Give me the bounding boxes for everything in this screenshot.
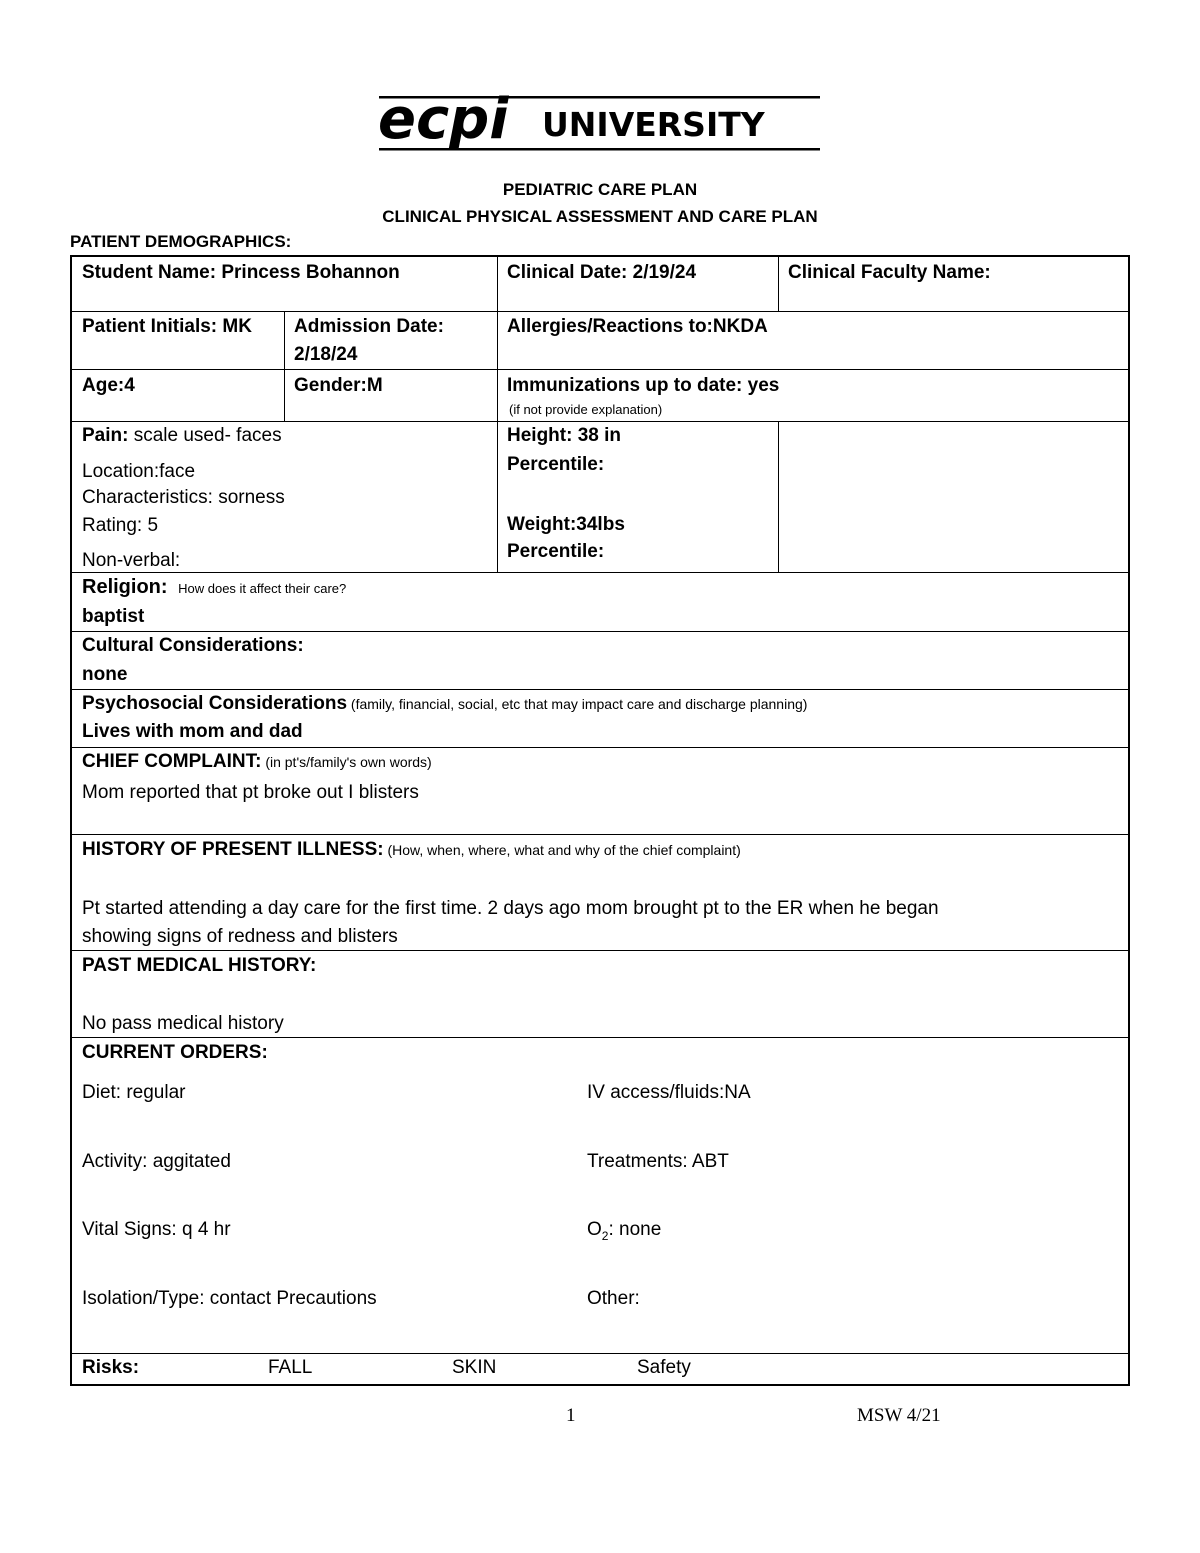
pmh-value: No pass medical history <box>82 1013 284 1034</box>
ecpi-university-logo <box>376 86 824 158</box>
hpi-text-line-1: Pt started attending a day care for the first time. 2 days ago mom brought pt to the ER when he began <box>82 898 939 919</box>
order-vital-signs: Vital Signs: q 4 hr <box>82 1219 231 1240</box>
hpi-line <box>82 837 741 863</box>
chief-complaint-note: (in pt's/family's own words) <box>261 754 432 770</box>
pmh-label: PAST MEDICAL HISTORY: <box>82 955 317 976</box>
religion-line <box>82 574 346 602</box>
pain-label: Pain: <box>82 425 129 446</box>
cultural-label: Cultural Considerations: <box>82 635 304 656</box>
age: Age:4 <box>82 375 135 396</box>
allergies: Allergies/Reactions to:NKDA <box>507 316 768 337</box>
order-oxygen <box>587 1217 661 1249</box>
risk-safety: Safety <box>637 1357 691 1378</box>
pain-rating: Rating: 5 <box>82 515 159 536</box>
order-diet: Diet: regular <box>82 1082 186 1103</box>
clinical-faculty-name: Clinical Faculty Name: <box>788 262 991 283</box>
gender: Gender:M <box>294 375 383 396</box>
height-percentile: Percentile: <box>507 454 605 475</box>
hpi-note: (How, when, where, what and why of the chief complaint) <box>383 842 741 858</box>
psychosocial-label: Psychosocial Considerations <box>82 693 348 714</box>
pain-scale: scale used- faces <box>128 425 282 446</box>
hpi-label: HISTORY OF PRESENT ILLNESS: <box>82 839 384 860</box>
page-number: 1 <box>566 1405 576 1426</box>
risks-label: Risks: <box>82 1357 140 1378</box>
height: Height: 38 in <box>507 425 622 446</box>
hpi-text-line-2: showing signs of redness and blisters <box>82 926 398 947</box>
order-treatments: Treatments: ABT <box>587 1151 729 1172</box>
order-activity: Activity: aggitated <box>82 1151 231 1172</box>
current-orders-label: CURRENT ORDERS: <box>82 1042 268 1063</box>
oxygen-subscript: 2 <box>601 1228 609 1243</box>
order-other: Other: <box>587 1288 640 1309</box>
immunizations-note: (if not provide explanation) <box>509 402 663 417</box>
risk-fall: FALL <box>268 1357 313 1378</box>
oxygen-value: : none <box>608 1219 662 1240</box>
order-isolation: Isolation/Type: contact Precautions <box>82 1288 377 1309</box>
pain-characteristics: Characteristics: sorness <box>82 487 285 508</box>
oxygen-prefix: O <box>587 1219 602 1240</box>
care-plan-form <box>70 255 1130 1386</box>
pain-line <box>82 423 282 449</box>
order-iv-access: IV access/fluids:NA <box>587 1082 751 1103</box>
patient-initials: Patient Initials: MK <box>82 316 252 337</box>
cultural-value: none <box>82 664 128 685</box>
demographics-heading: PATIENT DEMOGRAPHICS: <box>70 232 292 251</box>
psychosocial-line <box>82 691 807 717</box>
religion-note: How does it affect their care? <box>178 581 347 596</box>
immunizations: Immunizations up to date: yes <box>507 375 780 396</box>
chief-complaint-value: Mom reported that pt broke out I blisters <box>82 782 419 803</box>
form-code: MSW 4/21 <box>857 1405 941 1426</box>
logo-brand-text: ecpi <box>378 87 509 152</box>
title-line-2: CLINICAL PHYSICAL ASSESSMENT AND CARE PLAN <box>382 207 818 226</box>
logo-university-text: UNIVERSITY <box>542 105 765 144</box>
religion-label: Religion: <box>82 576 168 598</box>
student-name: Student Name: Princess Bohannon <box>82 262 400 283</box>
title-line-1: PEDIATRIC CARE PLAN <box>502 180 698 199</box>
chief-complaint-label: CHIEF COMPLAINT: <box>82 751 262 772</box>
psychosocial-value: Lives with mom and dad <box>82 721 303 742</box>
weight: Weight:34lbs <box>507 514 625 535</box>
religion-value: baptist <box>82 606 145 627</box>
weight-percentile: Percentile: <box>507 541 605 562</box>
risk-skin: SKIN <box>452 1357 497 1378</box>
pain-location: Location:face <box>82 461 196 482</box>
clinical-date: Clinical Date: 2/19/24 <box>507 262 697 283</box>
psychosocial-note: (family, financial, social, etc that may impact care and discharge planning) <box>347 696 808 712</box>
admission-date-value: 2/18/24 <box>294 344 358 365</box>
admission-date-label: Admission Date: <box>294 316 444 337</box>
pain-nonverbal: Non-verbal: <box>82 550 181 571</box>
chief-complaint-line <box>82 749 432 775</box>
